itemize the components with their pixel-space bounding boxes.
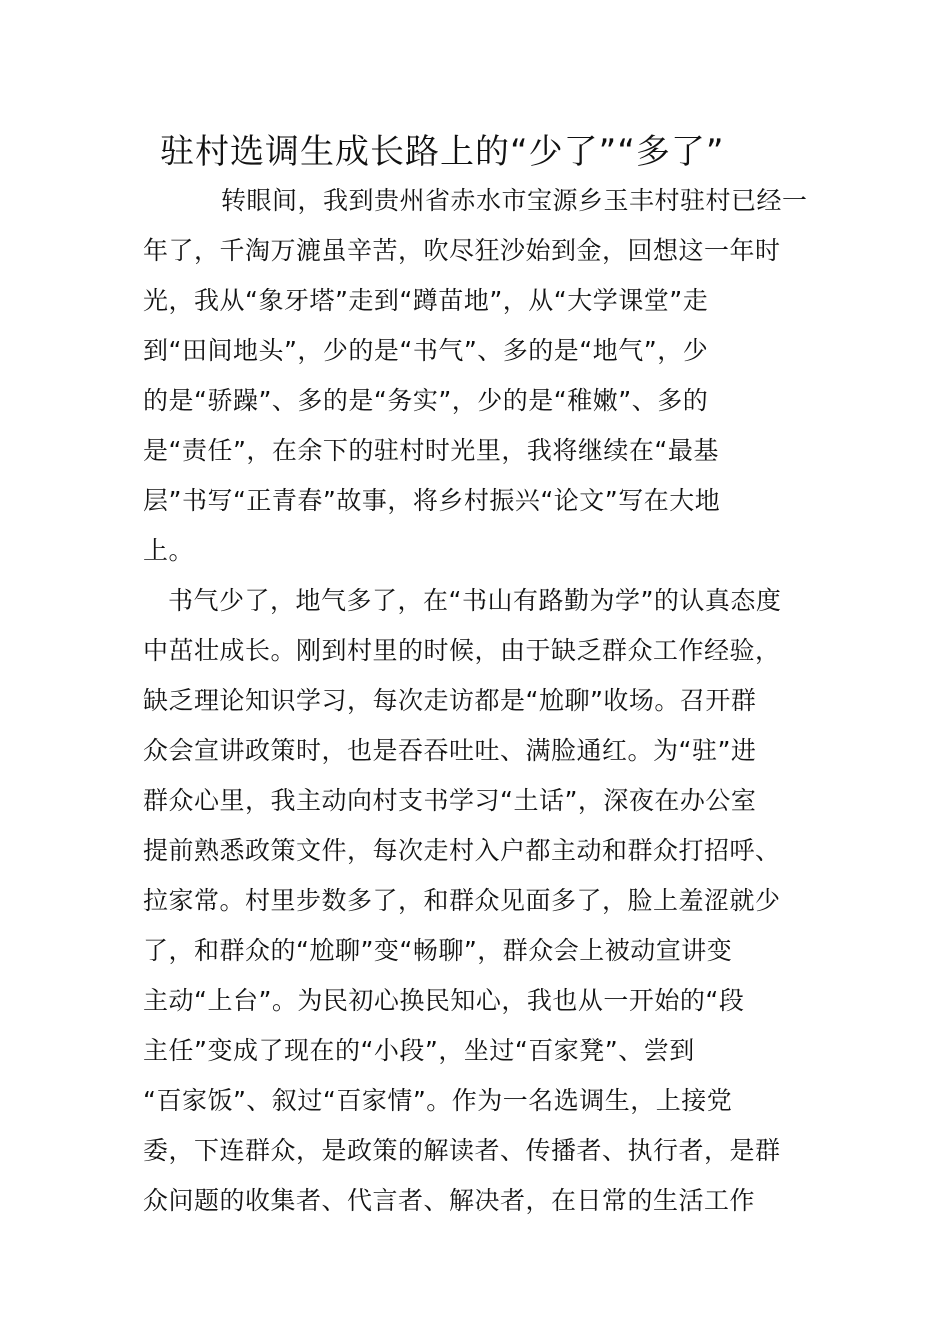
body-line: 拉家常。村里步数多了，和群众见面多了，脸上羞涩就少 bbox=[143, 886, 781, 915]
body-line: 主动“上台”。为民初心换民知心，我也从一开始的“段 bbox=[143, 986, 745, 1015]
body-line: 众会宣讲政策时，也是吞吞吐吐、满脸通红。为“驻”进 bbox=[143, 736, 757, 765]
body-line: 群众心里，我主动向村支书学习“土话”，深夜在办公室 bbox=[143, 786, 757, 815]
body-line: 主任”变成了现在的“小段”，坐过“百家凳”、尝到 bbox=[143, 1036, 695, 1065]
body-line: “百家饭”、叙过“百家情”。作为一名选调生，上接党 bbox=[143, 1086, 733, 1115]
body-line: 众问题的收集者、代言者、解决者，在日常的生活工作 bbox=[143, 1186, 756, 1215]
body-line: 缺乏理论知识学习，每次走访都是“尬聊”收场。召开群 bbox=[143, 686, 757, 715]
body-line: 光，我从“象牙塔”走到“蹲苗地”，从“大学课堂”走 bbox=[143, 286, 709, 315]
body-line: 转眼间，我到贵州省赤水市宝源乡玉丰村驻村已经一 bbox=[221, 186, 808, 215]
body-line: 中茁壮成长。刚到村里的时候，由于缺乏群众工作经验， bbox=[143, 636, 781, 665]
body-line: 到“田间地头”，少的是“书气”、多的是“地气”，少 bbox=[143, 336, 709, 365]
body-line: 的是“骄躁”、多的是“务实”，少的是“稚嫩”、多的 bbox=[143, 386, 709, 415]
body-line: 委，下连群众，是政策的解读者、传播者、执行者，是群 bbox=[143, 1136, 781, 1165]
document-title: 驻村选调生成长路上的“少了”“多了” bbox=[160, 132, 725, 172]
body-line: 书气少了，地气多了，在“书山有路勤为学”的认真态度 bbox=[168, 586, 782, 615]
body-line: 上。 bbox=[143, 536, 195, 565]
body-line: 提前熟悉政策文件，每次走村入户都主动和群众打招呼、 bbox=[143, 836, 781, 865]
body-line: 是“责任”，在余下的驻村时光里，我将继续在“最基 bbox=[143, 436, 719, 465]
body-line: 年了，千淘万漉虽辛苦，吹尽狂沙始到金，回想这一年时 bbox=[143, 236, 781, 265]
body-line: 了，和群众的“尬聊”变“畅聊”，群众会上被动宣讲变 bbox=[143, 936, 733, 965]
body-line: 层”书写“正青春”故事，将乡村振兴“论文”写在大地 bbox=[143, 486, 721, 515]
